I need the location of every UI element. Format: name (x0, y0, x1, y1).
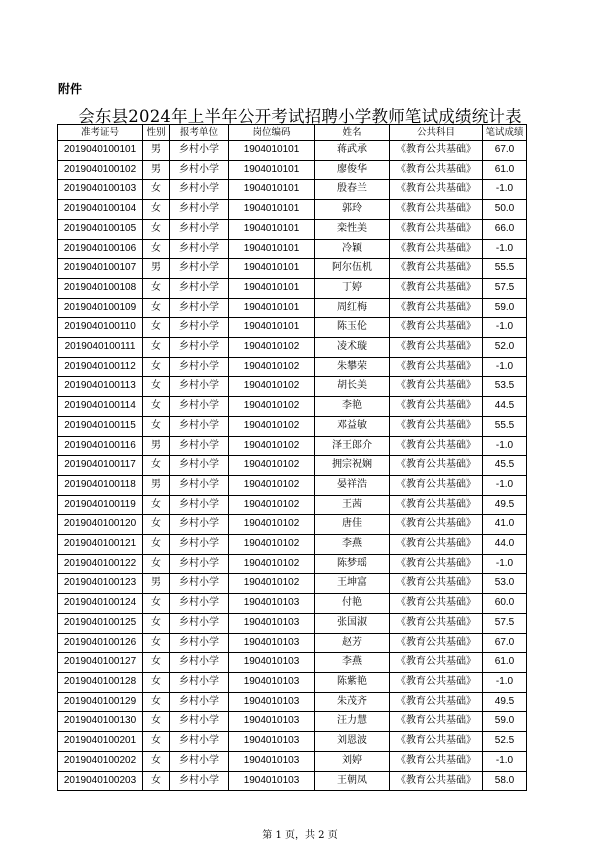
score-cell: 50.0 (483, 200, 527, 220)
unit-cell: 乡村小学 (170, 436, 229, 456)
table-row (58, 633, 527, 653)
post-code-cell: 1904010102 (229, 475, 315, 495)
gender-cell: 女 (143, 357, 170, 377)
name-cell: 晏祥浩 (315, 475, 390, 495)
unit-cell: 乡村小学 (170, 278, 229, 298)
score-cell: -1.0 (483, 239, 527, 259)
subject-cell: 《教育公共基础》 (390, 259, 483, 279)
name-cell: 丁婷 (315, 278, 390, 298)
table-row (58, 219, 527, 239)
unit-cell: 乡村小学 (170, 535, 229, 555)
post-code-cell: 1904010101 (229, 160, 315, 180)
table-row (58, 495, 527, 515)
exam-id-cell: 2019040100106 (58, 239, 143, 259)
exam-id-cell: 2019040100118 (58, 475, 143, 495)
post-code-cell: 1904010101 (229, 180, 315, 200)
name-cell: 陈玉伦 (315, 318, 390, 338)
unit-cell: 乡村小学 (170, 613, 229, 633)
name-cell: 凌术璇 (315, 338, 390, 358)
score-cell: -1.0 (483, 672, 527, 692)
unit-cell: 乡村小学 (170, 712, 229, 732)
name-cell: 廖俊华 (315, 160, 390, 180)
score-cell: 55.5 (483, 259, 527, 279)
name-cell: 朱茂齐 (315, 692, 390, 712)
subject-cell: 《教育公共基础》 (390, 515, 483, 535)
header-subject: 公共科目 (390, 125, 483, 141)
gender-cell: 女 (143, 239, 170, 259)
gender-cell: 女 (143, 515, 170, 535)
exam-id-cell: 2019040100119 (58, 495, 143, 515)
name-cell: 殷春兰 (315, 180, 390, 200)
gender-cell: 男 (143, 259, 170, 279)
post-code-cell: 1904010103 (229, 613, 315, 633)
post-code-cell: 1904010102 (229, 456, 315, 476)
name-cell: 张国淑 (315, 613, 390, 633)
unit-cell: 乡村小学 (170, 160, 229, 180)
exam-id-cell: 2019040100101 (58, 141, 143, 161)
exam-id-cell: 2019040100110 (58, 318, 143, 338)
gender-cell: 女 (143, 692, 170, 712)
subject-cell: 《教育公共基础》 (390, 751, 483, 771)
unit-cell: 乡村小学 (170, 239, 229, 259)
subject-cell: 《教育公共基础》 (390, 160, 483, 180)
unit-cell: 乡村小学 (170, 338, 229, 358)
table-row (58, 554, 527, 574)
post-code-cell: 1904010101 (229, 298, 315, 318)
score-cell: 67.0 (483, 141, 527, 161)
unit-cell: 乡村小学 (170, 653, 229, 673)
exam-id-cell: 2019040100130 (58, 712, 143, 732)
gender-cell: 女 (143, 554, 170, 574)
exam-id-cell: 2019040100116 (58, 436, 143, 456)
subject-cell: 《教育公共基础》 (390, 692, 483, 712)
post-code-cell: 1904010101 (229, 318, 315, 338)
score-cell: 55.5 (483, 416, 527, 436)
post-code-cell: 1904010102 (229, 377, 315, 397)
subject-cell: 《教育公共基础》 (390, 141, 483, 161)
exam-id-cell: 2019040100121 (58, 535, 143, 555)
post-code-cell: 1904010101 (229, 239, 315, 259)
unit-cell: 乡村小学 (170, 416, 229, 436)
name-cell: 赵芳 (315, 633, 390, 653)
subject-cell: 《教育公共基础》 (390, 495, 483, 515)
gender-cell: 女 (143, 613, 170, 633)
table-row (58, 712, 527, 732)
unit-cell: 乡村小学 (170, 377, 229, 397)
table-row (58, 535, 527, 555)
name-cell: 汪力慧 (315, 712, 390, 732)
gender-cell: 女 (143, 200, 170, 220)
subject-cell: 《教育公共基础》 (390, 219, 483, 239)
name-cell: 刘恩波 (315, 732, 390, 752)
table-row (58, 338, 527, 358)
score-cell: -1.0 (483, 357, 527, 377)
exam-id-cell: 2019040100104 (58, 200, 143, 220)
table-row (58, 456, 527, 476)
exam-id-cell: 2019040100127 (58, 653, 143, 673)
name-cell: 付艳 (315, 594, 390, 614)
unit-cell: 乡村小学 (170, 259, 229, 279)
name-cell: 李燕 (315, 535, 390, 555)
unit-cell: 乡村小学 (170, 318, 229, 338)
gender-cell: 女 (143, 495, 170, 515)
subject-cell: 《教育公共基础》 (390, 298, 483, 318)
post-code-cell: 1904010103 (229, 712, 315, 732)
unit-cell: 乡村小学 (170, 692, 229, 712)
score-cell: 44.5 (483, 397, 527, 417)
unit-cell: 乡村小学 (170, 456, 229, 476)
name-cell: 陈梦瑶 (315, 554, 390, 574)
unit-cell: 乡村小学 (170, 771, 229, 791)
unit-cell: 乡村小学 (170, 397, 229, 417)
subject-cell: 《教育公共基础》 (390, 554, 483, 574)
score-cell: -1.0 (483, 554, 527, 574)
name-cell: 冷颖 (315, 239, 390, 259)
subject-cell: 《教育公共基础》 (390, 436, 483, 456)
gender-cell: 女 (143, 672, 170, 692)
table-row (58, 357, 527, 377)
gender-cell: 女 (143, 180, 170, 200)
post-code-cell: 1904010103 (229, 672, 315, 692)
score-cell: -1.0 (483, 318, 527, 338)
gender-cell: 女 (143, 318, 170, 338)
subject-cell: 《教育公共基础》 (390, 338, 483, 358)
subject-cell: 《教育公共基础》 (390, 456, 483, 476)
exam-id-cell: 2019040100201 (58, 732, 143, 752)
subject-cell: 《教育公共基础》 (390, 633, 483, 653)
exam-id-cell: 2019040100105 (58, 219, 143, 239)
table-row (58, 239, 527, 259)
exam-id-cell: 2019040100202 (58, 751, 143, 771)
post-code-cell: 1904010102 (229, 535, 315, 555)
gender-cell: 女 (143, 712, 170, 732)
attachment-label: 附件 (58, 82, 83, 96)
subject-cell: 《教育公共基础》 (390, 613, 483, 633)
post-code-cell: 1904010101 (229, 200, 315, 220)
name-cell: 刘婷 (315, 751, 390, 771)
post-code-cell: 1904010103 (229, 653, 315, 673)
name-cell: 王朝凤 (315, 771, 390, 791)
table-row (58, 751, 527, 771)
post-code-cell: 1904010103 (229, 732, 315, 752)
exam-id-cell: 2019040100123 (58, 574, 143, 594)
subject-cell: 《教育公共基础》 (390, 416, 483, 436)
table-row (58, 141, 527, 161)
table-row (58, 278, 527, 298)
exam-id-cell: 2019040100102 (58, 160, 143, 180)
score-cell: 45.5 (483, 456, 527, 476)
table-row (58, 259, 527, 279)
subject-cell: 《教育公共基础》 (390, 397, 483, 417)
score-cell: 49.5 (483, 692, 527, 712)
table-header-row (58, 125, 527, 141)
header-exam-id: 准考证号 (58, 125, 143, 141)
gender-cell: 女 (143, 456, 170, 476)
exam-id-cell: 2019040100115 (58, 416, 143, 436)
subject-cell: 《教育公共基础》 (390, 653, 483, 673)
unit-cell: 乡村小学 (170, 475, 229, 495)
exam-id-cell: 2019040100111 (58, 338, 143, 358)
unit-cell: 乡村小学 (170, 751, 229, 771)
table-row (58, 200, 527, 220)
table-row (58, 732, 527, 752)
subject-cell: 《教育公共基础》 (390, 672, 483, 692)
table-row (58, 397, 527, 417)
header-gender: 性别 (143, 125, 170, 141)
post-code-cell: 1904010101 (229, 278, 315, 298)
score-cell: 53.0 (483, 574, 527, 594)
exam-id-cell: 2019040100113 (58, 377, 143, 397)
name-cell: 李艳 (315, 397, 390, 417)
post-code-cell: 1904010102 (229, 515, 315, 535)
unit-cell: 乡村小学 (170, 594, 229, 614)
table-row (58, 416, 527, 436)
table-row (58, 436, 527, 456)
post-code-cell: 1904010102 (229, 495, 315, 515)
page-title: 会东县2024年上半年公开考试招聘小学教师笔试成绩统计表 (78, 107, 522, 126)
subject-cell: 《教育公共基础》 (390, 377, 483, 397)
subject-cell: 《教育公共基础》 (390, 180, 483, 200)
gender-cell: 女 (143, 338, 170, 358)
gender-cell: 女 (143, 732, 170, 752)
score-cell: 49.5 (483, 495, 527, 515)
subject-cell: 《教育公共基础》 (390, 357, 483, 377)
score-cell: 57.5 (483, 278, 527, 298)
gender-cell: 女 (143, 416, 170, 436)
post-code-cell: 1904010103 (229, 692, 315, 712)
gender-cell: 男 (143, 574, 170, 594)
subject-cell: 《教育公共基础》 (390, 239, 483, 259)
exam-id-cell: 2019040100114 (58, 397, 143, 417)
gender-cell: 女 (143, 535, 170, 555)
score-cell: 67.0 (483, 633, 527, 653)
name-cell: 郭玲 (315, 200, 390, 220)
name-cell: 泽王郎介 (315, 436, 390, 456)
page-footer: 第 1 页，共 2 页 (262, 830, 338, 841)
table-row (58, 574, 527, 594)
score-cell: 58.0 (483, 771, 527, 791)
score-cell: 59.0 (483, 712, 527, 732)
table-row (58, 653, 527, 673)
name-cell: 邓益敏 (315, 416, 390, 436)
name-cell: 栾性美 (315, 219, 390, 239)
unit-cell: 乡村小学 (170, 633, 229, 653)
gender-cell: 女 (143, 298, 170, 318)
exam-id-cell: 2019040100108 (58, 278, 143, 298)
exam-id-cell: 2019040100103 (58, 180, 143, 200)
unit-cell: 乡村小学 (170, 495, 229, 515)
score-cell: 57.5 (483, 613, 527, 633)
exam-id-cell: 2019040100117 (58, 456, 143, 476)
score-cell: 52.5 (483, 732, 527, 752)
score-cell: 52.0 (483, 338, 527, 358)
subject-cell: 《教育公共基础》 (390, 318, 483, 338)
unit-cell: 乡村小学 (170, 200, 229, 220)
gender-cell: 女 (143, 751, 170, 771)
gender-cell: 女 (143, 771, 170, 791)
name-cell: 陈紫艳 (315, 672, 390, 692)
exam-id-cell: 2019040100129 (58, 692, 143, 712)
table-row (58, 180, 527, 200)
table-row (58, 318, 527, 338)
post-code-cell: 1904010103 (229, 771, 315, 791)
score-cell: 66.0 (483, 219, 527, 239)
score-cell: 60.0 (483, 594, 527, 614)
gender-cell: 女 (143, 397, 170, 417)
header-name: 姓名 (315, 125, 390, 141)
score-cell: -1.0 (483, 436, 527, 456)
subject-cell: 《教育公共基础》 (390, 574, 483, 594)
exam-id-cell: 2019040100203 (58, 771, 143, 791)
score-cell: 59.0 (483, 298, 527, 318)
name-cell: 李燕 (315, 653, 390, 673)
header-score: 笔试成绩 (483, 125, 527, 141)
gender-cell: 女 (143, 377, 170, 397)
subject-cell: 《教育公共基础》 (390, 771, 483, 791)
table-row (58, 692, 527, 712)
exam-id-cell: 2019040100120 (58, 515, 143, 535)
post-code-cell: 1904010102 (229, 436, 315, 456)
subject-cell: 《教育公共基础》 (390, 712, 483, 732)
post-code-cell: 1904010102 (229, 397, 315, 417)
exam-id-cell: 2019040100112 (58, 357, 143, 377)
gender-cell: 女 (143, 594, 170, 614)
score-cell: -1.0 (483, 475, 527, 495)
name-cell: 朱攀荣 (315, 357, 390, 377)
header-post-code: 岗位编码 (229, 125, 315, 141)
name-cell: 周红梅 (315, 298, 390, 318)
score-cell: 44.0 (483, 535, 527, 555)
unit-cell: 乡村小学 (170, 574, 229, 594)
score-cell: -1.0 (483, 751, 527, 771)
table-row (58, 672, 527, 692)
post-code-cell: 1904010102 (229, 554, 315, 574)
post-code-cell: 1904010102 (229, 357, 315, 377)
exam-id-cell: 2019040100128 (58, 672, 143, 692)
table-row (58, 377, 527, 397)
name-cell: 唐佳 (315, 515, 390, 535)
subject-cell: 《教育公共基础》 (390, 475, 483, 495)
table-row (58, 613, 527, 633)
exam-id-cell: 2019040100126 (58, 633, 143, 653)
post-code-cell: 1904010103 (229, 594, 315, 614)
subject-cell: 《教育公共基础》 (390, 594, 483, 614)
name-cell: 拥宗祝娴 (315, 456, 390, 476)
unit-cell: 乡村小学 (170, 732, 229, 752)
post-code-cell: 1904010101 (229, 219, 315, 239)
gender-cell: 女 (143, 219, 170, 239)
post-code-cell: 1904010102 (229, 574, 315, 594)
exam-id-cell: 2019040100124 (58, 594, 143, 614)
table-row (58, 160, 527, 180)
table-row (58, 475, 527, 495)
unit-cell: 乡村小学 (170, 672, 229, 692)
gender-cell: 男 (143, 475, 170, 495)
gender-cell: 女 (143, 278, 170, 298)
unit-cell: 乡村小学 (170, 141, 229, 161)
subject-cell: 《教育公共基础》 (390, 732, 483, 752)
post-code-cell: 1904010101 (229, 141, 315, 161)
post-code-cell: 1904010103 (229, 751, 315, 771)
gender-cell: 男 (143, 436, 170, 456)
gender-cell: 女 (143, 653, 170, 673)
score-cell: 41.0 (483, 515, 527, 535)
table-row (58, 594, 527, 614)
exam-id-cell: 2019040100125 (58, 613, 143, 633)
score-table (57, 124, 527, 791)
name-cell: 王坤富 (315, 574, 390, 594)
score-cell: 53.5 (483, 377, 527, 397)
exam-id-cell: 2019040100122 (58, 554, 143, 574)
unit-cell: 乡村小学 (170, 219, 229, 239)
table-row (58, 515, 527, 535)
score-cell: -1.0 (483, 180, 527, 200)
post-code-cell: 1904010102 (229, 338, 315, 358)
post-code-cell: 1904010102 (229, 416, 315, 436)
unit-cell: 乡村小学 (170, 357, 229, 377)
subject-cell: 《教育公共基础》 (390, 535, 483, 555)
exam-id-cell: 2019040100107 (58, 259, 143, 279)
subject-cell: 《教育公共基础》 (390, 278, 483, 298)
score-cell: 61.0 (483, 160, 527, 180)
unit-cell: 乡村小学 (170, 298, 229, 318)
gender-cell: 男 (143, 141, 170, 161)
subject-cell: 《教育公共基础》 (390, 200, 483, 220)
name-cell: 胡长美 (315, 377, 390, 397)
name-cell: 蒋武承 (315, 141, 390, 161)
name-cell: 阿尔伍机 (315, 259, 390, 279)
unit-cell: 乡村小学 (170, 180, 229, 200)
gender-cell: 女 (143, 633, 170, 653)
table-row (58, 771, 527, 791)
gender-cell: 男 (143, 160, 170, 180)
post-code-cell: 1904010103 (229, 633, 315, 653)
exam-id-cell: 2019040100109 (58, 298, 143, 318)
score-cell: 61.0 (483, 653, 527, 673)
table-row (58, 298, 527, 318)
unit-cell: 乡村小学 (170, 554, 229, 574)
name-cell: 王茜 (315, 495, 390, 515)
post-code-cell: 1904010101 (229, 259, 315, 279)
unit-cell: 乡村小学 (170, 515, 229, 535)
header-unit: 报考单位 (170, 125, 229, 141)
